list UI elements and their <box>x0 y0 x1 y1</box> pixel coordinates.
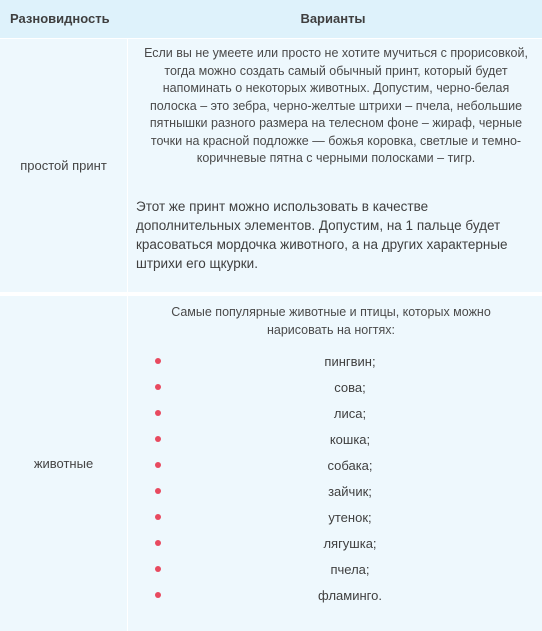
list-item: зайчик; <box>150 482 530 508</box>
list-item: собака; <box>150 456 530 482</box>
list-item: пчела; <box>150 560 530 586</box>
bullet-icon <box>155 384 161 390</box>
list-item: фламинго. <box>150 586 530 612</box>
row-divider <box>0 38 542 39</box>
bullet-icon <box>155 566 161 572</box>
row-label-simple-print: простой принт <box>20 158 107 173</box>
simple-print-description: Если вы не умеете или просто не хотите мучиться с прорисовкой, тогда можно создать самый обычный принт, который будет напоминать о некоторых животных. Допустим, черно-белая полоска – это зебра, черно-желтые штрихи – пчела, небольшие пятнышки разного размера на телесном фоне – жираф, черные точки на красной подложке — божья коровка, светлые и темно-коричневые пятна с черными полосками – тигр. <box>144 46 528 165</box>
bullet-icon <box>155 436 161 442</box>
animals-list <box>150 352 530 612</box>
bullet-icon <box>155 540 161 546</box>
animals-intro: Самые популярные животные и птицы, которых можно нарисовать на ногтях: <box>171 305 491 337</box>
row-label-animals: животные <box>33 456 94 471</box>
bullet-icon <box>155 410 161 416</box>
bullet-icon <box>155 488 161 494</box>
list-item: пингвин; <box>150 352 530 378</box>
list-item: лиса; <box>150 404 530 430</box>
list-item: лягушка; <box>150 534 530 560</box>
bullet-icon <box>155 592 161 598</box>
row-divider <box>0 292 542 296</box>
table-header <box>0 0 542 38</box>
bullet-icon <box>155 514 161 520</box>
simple-print-extra: Этот же принт можно использовать в качестве дополнительных элементов. Допустим, на 1 пальце будет красоваться мордочка животного, а на других характерные штрихи его щкурки. <box>136 199 508 271</box>
bullet-icon <box>155 462 161 468</box>
header-variety: Разновидность <box>10 11 110 26</box>
header-variants: Варианты <box>300 11 366 26</box>
column-divider <box>127 38 128 631</box>
list-item: утенок; <box>150 508 530 534</box>
list-item: кошка; <box>150 430 530 456</box>
bullet-icon <box>155 358 161 364</box>
list-item: сова; <box>150 378 530 404</box>
